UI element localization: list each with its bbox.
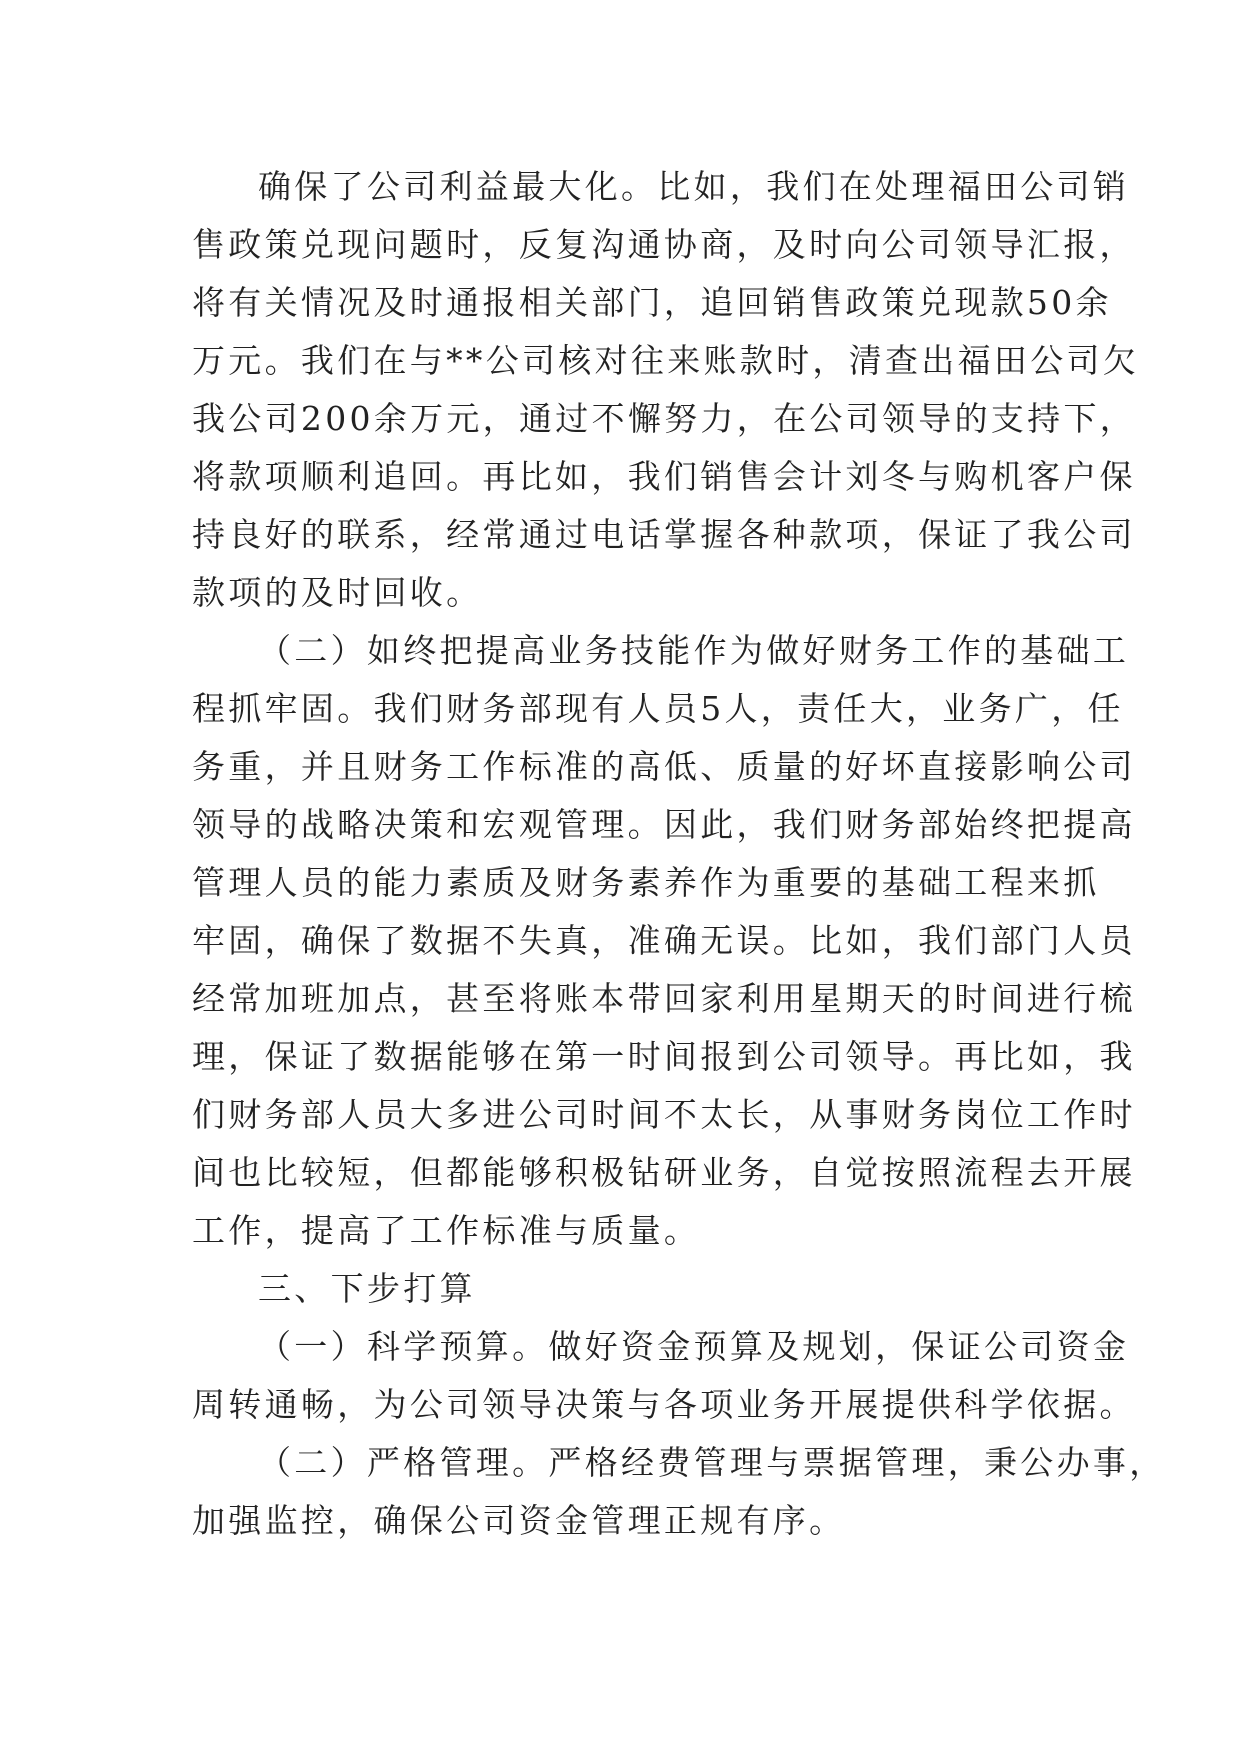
text-line: 牢固，确保了数据不失真，准确无误。比如，我们部门人员 [192, 921, 1136, 960]
text-line: 务重，并且财务工作标准的高低、质量的好坏直接影响公司 [192, 747, 1136, 786]
text-line: 万元。我们在与**公司核对往来账款时，清查出福田公司欠 [192, 341, 1140, 380]
text-line: 确保了公司利益最大化。比如，我们在处理福田公司销 [258, 167, 1130, 206]
text-line: （二）严格管理。严格经费管理与票据管理，秉公办事， [258, 1443, 1166, 1482]
text-line: 间也比较短，但都能够积极钻研业务，自觉按照流程去开展 [192, 1153, 1136, 1192]
text-line: 理，保证了数据能够在第一时间报到公司领导。再比如，我 [192, 1037, 1136, 1076]
text-line: 们财务部人员大多进公司时间不太长，从事财务岗位工作时 [192, 1095, 1136, 1134]
section-heading [192, 1260, 1052, 1318]
text-line: 我公司200余万元，通过不懈努力，在公司领导的支持下， [192, 399, 1137, 438]
text-line: 加强监控，确保公司资金管理正规有序。 [192, 1501, 846, 1540]
paragraph-4 [192, 1434, 1166, 1550]
text-line: 经常加班加点，甚至将账本带回家利用星期天的时间进行梳 [192, 979, 1136, 1018]
text-line: 领导的战略决策和宏观管理。因此，我们财务部始终把提高 [192, 805, 1136, 844]
text-line: 售政策兑现问题时，反复沟通协商，及时向公司领导汇报， [192, 225, 1136, 264]
document-body [192, 158, 1166, 1550]
text-line: 工作，提高了工作标准与质量。 [192, 1211, 701, 1250]
text-line: 款项的及时回收。 [192, 573, 483, 612]
text-line: 将有关情况及时通报相关部门，追回销售政策兑现款50余 [192, 283, 1112, 322]
paragraph-1 [192, 158, 1140, 622]
paragraph-3 [192, 1318, 1136, 1434]
text-line: 周转通畅，为公司领导决策与各项业务开展提供科学依据。 [192, 1385, 1136, 1424]
text-line: 将款项顺利追回。再比如，我们销售会计刘冬与购机客户保 [192, 457, 1136, 496]
paragraph-2 [192, 622, 1136, 1260]
section-heading-text: 三、下步打算 [258, 1269, 476, 1308]
text-line: （一）科学预算。做好资金预算及规划，保证公司资金 [258, 1327, 1130, 1366]
text-line: 管理人员的能力素质及财务素养作为重要的基础工程来抓 [192, 863, 1100, 902]
text-line: 持良好的联系，经常通过电话掌握各种款项，保证了我公司 [192, 515, 1136, 554]
text-line: （二）如终把提高业务技能作为做好财务工作的基础工 [258, 631, 1130, 670]
text-line: 程抓牢固。我们财务部现有人员5人，责任大，业务广，任 [192, 689, 1124, 728]
